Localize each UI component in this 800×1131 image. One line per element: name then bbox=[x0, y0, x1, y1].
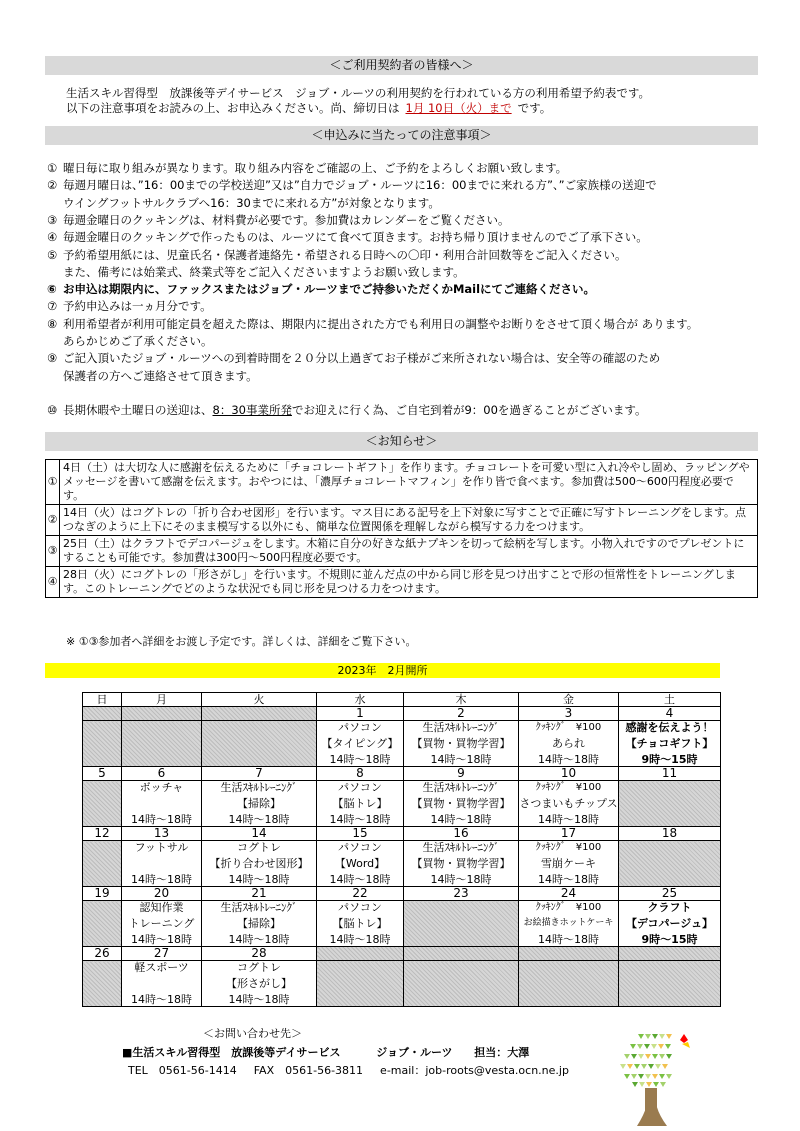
calendar-title: 2023年 2月開所 bbox=[45, 663, 720, 678]
day-number: 23 bbox=[404, 887, 519, 901]
event-detail: 【掃除】 bbox=[237, 797, 281, 810]
day-cell bbox=[83, 901, 122, 947]
note-text: 曜日毎に取り組みが異なります。取り組み内容をご確認の上、ご予約をよろしくお願い致します。 bbox=[63, 161, 568, 175]
day-cell bbox=[122, 901, 202, 947]
leaf-shape bbox=[644, 1044, 650, 1049]
day-cell bbox=[619, 841, 721, 887]
note-item-6 bbox=[47, 281, 595, 298]
day-number: 13 bbox=[122, 827, 202, 841]
day-cell bbox=[519, 961, 619, 1007]
day-cell bbox=[519, 721, 619, 767]
event-detail: 【脳トレ】 bbox=[332, 917, 388, 930]
day-number bbox=[202, 707, 317, 721]
leaf-shape bbox=[662, 1064, 668, 1069]
event-time: 14時～18時 bbox=[538, 753, 599, 766]
day-number: 25 bbox=[619, 887, 721, 901]
note-text: 利用希望者が利用可能定員を超えた際は、期限内に提出された方でも利用日の調整やお断りをさせて頂く場合が あります。 bbox=[63, 316, 699, 331]
day-cell bbox=[83, 841, 122, 887]
event-time: 14時～18時 bbox=[329, 813, 391, 826]
leaf-shape bbox=[651, 1044, 657, 1049]
leaf-shape bbox=[631, 1074, 637, 1079]
tree-logo-icon bbox=[612, 1026, 692, 1126]
leaf-shape bbox=[666, 1034, 672, 1039]
day-number: 14 bbox=[202, 827, 317, 841]
leaf-shape bbox=[627, 1064, 633, 1069]
day-number: 4 bbox=[619, 707, 721, 721]
day-cell bbox=[202, 901, 317, 947]
note-text: ウイングフットサルクラブへ16：30までに来れる方”が対象となります。 bbox=[63, 195, 440, 210]
intro-line-2-end: です。 bbox=[517, 101, 552, 115]
day-cell bbox=[122, 961, 202, 1007]
day-number: 16 bbox=[404, 827, 519, 841]
event-title: 生活ｽｷﾙﾄﾚｰﾆﾝｸﾞ bbox=[422, 721, 500, 734]
event-title: パソコン bbox=[338, 901, 382, 914]
note-text: ご記入頂いたジョブ・ルーツへの到着時間を２０分以上過ぎてお子様がご来所されない場合は、安全等の確認のため bbox=[63, 351, 661, 366]
news-row bbox=[46, 567, 758, 598]
day-cell bbox=[83, 781, 122, 827]
day-number: 24 bbox=[519, 887, 619, 901]
leaf-shape bbox=[646, 1082, 652, 1087]
event-detail: 【デコパージュ】 bbox=[625, 917, 714, 930]
day-cell bbox=[317, 961, 404, 1007]
weekday-header: 土 bbox=[619, 693, 721, 707]
event-title: ｸｯｷﾝｸﾞ ¥100 bbox=[535, 842, 602, 853]
event-title: パソコン bbox=[338, 841, 382, 854]
day-number bbox=[404, 947, 519, 961]
day-number bbox=[317, 947, 404, 961]
event-detail: お絵描きホットケーキ bbox=[523, 918, 614, 928]
leaf-shape bbox=[655, 1064, 661, 1069]
leaf-shape bbox=[666, 1054, 672, 1059]
leaf-shape bbox=[632, 1082, 638, 1087]
day-cell bbox=[619, 961, 721, 1007]
note-text: 毎週金曜日のクッキングで作ったものは、ルーツにて食べて頂きます。お持ち帰り頂けませんのでご了承下さい。 bbox=[63, 230, 648, 245]
event-title: 生活ｽｷﾙﾄﾚｰﾆﾝｸﾞ bbox=[220, 901, 298, 914]
event-title: パソコン bbox=[338, 721, 382, 734]
day-cell bbox=[202, 721, 317, 767]
note-number: ⑦ bbox=[47, 299, 58, 314]
event-time: 14時～18時 bbox=[430, 753, 492, 766]
day-cell bbox=[404, 721, 519, 767]
event-detail: トレーニング bbox=[128, 917, 195, 930]
event-time: 14時～18時 bbox=[228, 993, 290, 1006]
day-number: 28 bbox=[202, 947, 317, 961]
weekday-header: 水 bbox=[317, 693, 404, 707]
note-item-10 bbox=[47, 402, 646, 419]
news-number: ③ bbox=[46, 536, 60, 567]
event-title: 生活ｽｷﾙﾄﾚｰﾆﾝｸﾞ bbox=[220, 781, 298, 794]
note-text: あらかじめご了承ください。 bbox=[63, 334, 213, 348]
day-cell bbox=[202, 841, 317, 887]
day-cell bbox=[122, 721, 202, 767]
event-title: ｸｯｷﾝｸﾞ ¥100 bbox=[535, 902, 602, 913]
leaf-shape bbox=[645, 1054, 651, 1059]
day-number: 17 bbox=[519, 827, 619, 841]
day-number: 6 bbox=[122, 767, 202, 781]
note-number: ⑥ bbox=[47, 282, 57, 297]
contact-email: e-mail：job-roots@vesta.ocn.ne.jp bbox=[380, 1064, 569, 1077]
note-item-8 bbox=[47, 316, 698, 333]
event-detail: 【形さがし】 bbox=[226, 977, 292, 990]
event-time: 14時～18時 bbox=[430, 873, 492, 886]
day-number: 12 bbox=[83, 827, 122, 841]
day-cell bbox=[202, 781, 317, 827]
day-cell bbox=[619, 901, 721, 947]
contact-org bbox=[122, 1044, 529, 1060]
event-title: ｸｯｷﾝｸﾞ ¥100 bbox=[535, 782, 602, 793]
event-time: 14時～18時 bbox=[131, 873, 192, 886]
day-cell bbox=[519, 841, 619, 887]
day-cell bbox=[83, 961, 122, 1007]
note-text: 長期休暇や土曜日の送迎は、 bbox=[63, 403, 213, 417]
day-number: 26 bbox=[83, 947, 122, 961]
day-number: 2 bbox=[404, 707, 519, 721]
note-number: ⑨ bbox=[47, 351, 58, 366]
day-cell bbox=[317, 841, 404, 887]
day-cell bbox=[619, 781, 721, 827]
news-number: ② bbox=[46, 505, 60, 536]
day-number: 9 bbox=[404, 767, 519, 781]
contact-org-name: ■生活スキル習得型 放課後等デイサービス bbox=[122, 1046, 341, 1059]
weekday-header: 火 bbox=[202, 693, 317, 707]
leaf-shape bbox=[659, 1034, 665, 1039]
leaf-shape bbox=[630, 1044, 636, 1049]
event-time: 14時～18時 bbox=[228, 813, 290, 826]
day-number: 21 bbox=[202, 887, 317, 901]
leaf-shape bbox=[638, 1034, 644, 1039]
day-number bbox=[619, 947, 721, 961]
news-row bbox=[46, 460, 758, 505]
note-number: ③ bbox=[47, 212, 58, 227]
intro-line-2-text: 以下の注意事項をお読みの上、お申込みください。尚、締切日は bbox=[66, 101, 400, 115]
deadline-date: 1月 10日（火）まで bbox=[405, 101, 512, 115]
leaf-shape bbox=[638, 1074, 644, 1079]
leaf-shape bbox=[637, 1044, 643, 1049]
day-cell bbox=[122, 841, 202, 887]
contact-tel: TEL 0561-56-1414 bbox=[128, 1064, 237, 1077]
note-item-8-cont bbox=[47, 333, 213, 350]
event-time: 14時～18時 bbox=[538, 873, 599, 886]
news-text: 28日（火）にコグトレの「形さがし」を行います。不規則に並んだ点の中から同じ形を見つけ出すことで形の恒常性をトレーニングします。このトレーニングでどのような状況でも同じ形を見つける力をつけます。 bbox=[60, 567, 758, 598]
contact-numbers bbox=[128, 1062, 569, 1078]
contact-facility-name: ジョブ・ルーツ bbox=[376, 1046, 453, 1059]
day-number: 3 bbox=[519, 707, 619, 721]
leaf-shape bbox=[665, 1044, 671, 1049]
note-text: また、備考には始業式、終業式等をご記入くださいますようお願い致します。 bbox=[63, 264, 465, 279]
event-title: コグトレ bbox=[237, 961, 281, 974]
event-time: 14時～18時 bbox=[228, 873, 290, 886]
note-number: ⑤ bbox=[47, 247, 58, 262]
section-title-users: ＜ご利用契約者の皆様へ＞ bbox=[45, 56, 758, 75]
day-cell bbox=[317, 781, 404, 827]
news-text: 14日（火）はコグトレの「折り合わせ図形」を行います。マス目にある記号を上下対象に写すことで正確に写すトレーニングをします。点つなぎのように上下にそのまま模写する以外にも、簡単な位置関係を理解しながら模写する力をつけます。 bbox=[60, 505, 758, 536]
news-footnote: ※ ①③参加者へ詳細をお渡し予定です。詳しくは、詳細をご覧下さい。 bbox=[66, 635, 417, 648]
event-time: 14時～18時 bbox=[131, 993, 192, 1006]
weekday-header: 日 bbox=[83, 693, 122, 707]
leaf-shape bbox=[638, 1054, 644, 1059]
day-cell bbox=[317, 901, 404, 947]
note-item-2-cont bbox=[47, 195, 440, 212]
day-cell bbox=[404, 961, 519, 1007]
event-title: パソコン bbox=[338, 781, 382, 794]
note-text: 毎週金曜日のクッキングは、材料費が必要です。参加費はカレンダーをご覧ください。 bbox=[63, 212, 510, 227]
day-number bbox=[83, 707, 122, 721]
leaf-shape bbox=[624, 1054, 630, 1059]
day-number bbox=[122, 707, 202, 721]
day-cell bbox=[83, 721, 122, 767]
event-detail: 【脳トレ】 bbox=[332, 797, 388, 810]
weekday-header: 木 bbox=[404, 693, 519, 707]
leaf-shape bbox=[652, 1034, 658, 1039]
leaf-shape bbox=[645, 1034, 651, 1039]
note-text-underlined: 8：30事業所発 bbox=[212, 403, 292, 417]
event-title: 感謝を伝えよう！ bbox=[625, 721, 714, 734]
day-number bbox=[519, 947, 619, 961]
event-title: 軽スポーツ bbox=[134, 961, 189, 974]
note-number: ① bbox=[47, 161, 58, 175]
intro-line-2 bbox=[66, 100, 551, 117]
weekday-header: 金 bbox=[519, 693, 619, 707]
event-title: ボッチャ bbox=[139, 781, 184, 794]
leaf-shape bbox=[659, 1074, 665, 1079]
day-cell bbox=[404, 781, 519, 827]
event-detail: 【買物・買物学習】 bbox=[411, 857, 511, 870]
day-number: 11 bbox=[619, 767, 721, 781]
contact-title: ＜お問い合わせ先＞ bbox=[203, 1027, 302, 1040]
event-time: 14時～18時 bbox=[538, 933, 599, 946]
day-number: 8 bbox=[317, 767, 404, 781]
note-item-9-cont bbox=[47, 368, 258, 385]
event-title: 認知作業 bbox=[139, 901, 184, 914]
note-number: ⑩ bbox=[47, 403, 58, 417]
event-detail: 【タイピング】 bbox=[321, 737, 399, 750]
note-item-1 bbox=[47, 160, 567, 177]
day-cell bbox=[519, 781, 619, 827]
weekday-header: 月 bbox=[122, 693, 202, 707]
section-title-notes: ＜申込みに当たっての注意事項＞ bbox=[45, 126, 758, 145]
event-time: 14時～18時 bbox=[329, 753, 391, 766]
event-time: 14時～18時 bbox=[131, 813, 192, 826]
news-row bbox=[46, 505, 758, 536]
event-detail: あられ bbox=[552, 737, 585, 750]
day-number: 19 bbox=[83, 887, 122, 901]
event-title: フットサル bbox=[134, 841, 189, 854]
note-number: ⑧ bbox=[47, 316, 58, 331]
event-detail: 【折り合わせ図形】 bbox=[209, 857, 309, 870]
event-title: ｸｯｷﾝｸﾞ ¥100 bbox=[535, 722, 602, 733]
day-number: 20 bbox=[122, 887, 202, 901]
day-number: 7 bbox=[202, 767, 317, 781]
note-item-3 bbox=[47, 212, 509, 229]
note-number: ② bbox=[47, 178, 58, 193]
event-title: クラフト bbox=[647, 901, 692, 914]
event-time: 14時～18時 bbox=[228, 933, 290, 946]
note-text-end: でお迎えに行く為、ご自宅到着が9：00を過ぎることがございます。 bbox=[291, 403, 647, 417]
leaf-shape bbox=[660, 1082, 666, 1087]
note-item-9 bbox=[47, 350, 660, 367]
event-detail: 【Word】 bbox=[334, 857, 386, 870]
day-cell bbox=[404, 841, 519, 887]
section-title-news: ＜お知らせ＞ bbox=[45, 432, 758, 451]
day-number: 27 bbox=[122, 947, 202, 961]
event-time: 9時～15時 bbox=[641, 753, 698, 766]
event-title: コグトレ bbox=[237, 841, 281, 854]
day-cell bbox=[202, 961, 317, 1007]
note-item-5 bbox=[47, 247, 627, 264]
day-number: 1 bbox=[317, 707, 404, 721]
event-time: 14時～18時 bbox=[430, 813, 492, 826]
day-cell bbox=[122, 781, 202, 827]
note-text: お申込は期限内に、ファックスまたはジョブ・ルーツまでご持参いただくかMailにてご連絡ください。 bbox=[63, 282, 596, 297]
note-item-7 bbox=[47, 298, 212, 315]
leaf-shape bbox=[624, 1074, 630, 1079]
contact-staff: 担当：大澤 bbox=[474, 1046, 530, 1059]
leaf-shape bbox=[639, 1082, 645, 1087]
event-time: 14時～18時 bbox=[329, 933, 391, 946]
note-text: 予約申込みは一ヵ月分です。 bbox=[63, 299, 212, 314]
day-cell bbox=[404, 901, 519, 947]
event-time: 9時～15時 bbox=[641, 933, 698, 946]
leaf-shape bbox=[658, 1044, 664, 1049]
event-detail: さつまいもチップス bbox=[519, 797, 618, 810]
note-item-5-cont bbox=[47, 264, 465, 281]
day-number: 18 bbox=[619, 827, 721, 841]
news-text: 25日（土）はクラフトでデコパージュをします。木箱に自分の好きな紙ナプキンを切って絵柄を写します。小物入れですのでプレゼントにすることも可能です。参加費は300円～500円程度必要です。 bbox=[60, 536, 758, 567]
note-text: 毎週月曜日は、”16：00までの学校送迎”又は”自力でジョブ・ルーツに16：00までに来れる方”、”ご家族様の送迎で bbox=[63, 178, 657, 193]
news-number: ① bbox=[46, 460, 60, 505]
day-number: 15 bbox=[317, 827, 404, 841]
event-title: 生活ｽｷﾙﾄﾚｰﾆﾝｸﾞ bbox=[422, 781, 500, 794]
day-number: 10 bbox=[519, 767, 619, 781]
news-table bbox=[45, 459, 758, 598]
news-text: 4日（土）は大切な人に感謝を伝えるために「チョコレートギフト」を作ります。チョコレートを可愛い型に入れ冷やし固め、ラッピングやメッセージを書いて感謝を伝えます。おやつには、「濃厚チョコレートマフィン」を作り皆で食べます。参加費は500～600円程度必要です。 bbox=[60, 460, 758, 505]
event-detail: 【チョコギフト】 bbox=[625, 737, 714, 750]
event-time: 14時～18時 bbox=[329, 873, 391, 886]
news-row bbox=[46, 536, 758, 567]
leaf-shape bbox=[666, 1074, 672, 1079]
event-time: 14時～18時 bbox=[131, 933, 192, 946]
leaf-shape bbox=[634, 1064, 640, 1069]
note-number: ④ bbox=[47, 230, 58, 245]
calendar-table bbox=[82, 692, 721, 1007]
event-detail: 【掃除】 bbox=[237, 917, 281, 930]
leaf-shape bbox=[645, 1074, 651, 1079]
event-detail: 【買物・買物学習】 bbox=[411, 797, 511, 810]
day-cell bbox=[519, 901, 619, 947]
day-number: 5 bbox=[83, 767, 122, 781]
event-title: 生活ｽｷﾙﾄﾚｰﾆﾝｸﾞ bbox=[422, 841, 500, 854]
leaf-shape bbox=[653, 1082, 659, 1087]
note-item-2 bbox=[47, 177, 657, 194]
leaf-shape bbox=[652, 1054, 658, 1059]
contact-fax: FAX 0561-56-3811 bbox=[253, 1064, 364, 1077]
leaf-shape bbox=[620, 1064, 626, 1069]
leaf-shape bbox=[641, 1064, 647, 1069]
leaf-shape bbox=[631, 1054, 637, 1059]
intro-line-1: 生活スキル習得型 放課後等デイサービス ジョブ・ルーツの利用契約を行われている方の利用希望予約表です。 bbox=[66, 86, 650, 100]
news-number: ④ bbox=[46, 567, 60, 598]
day-cell bbox=[317, 721, 404, 767]
leaf-shape bbox=[652, 1074, 658, 1079]
event-detail: 【買物・買物学習】 bbox=[411, 737, 511, 750]
leaf-shape bbox=[648, 1064, 654, 1069]
event-time: 14時～18時 bbox=[538, 813, 599, 826]
day-cell bbox=[619, 721, 721, 767]
event-detail: 雪崩ケーキ bbox=[541, 857, 596, 870]
day-number: 22 bbox=[317, 887, 404, 901]
note-text: 予約希望用紙には、児童氏名・保護者連絡先・希望される日時への〇印・利用合計回数等をご記入ください。 bbox=[63, 247, 627, 262]
note-item-4 bbox=[47, 229, 648, 246]
note-text: 保護者の方へご連絡させて頂きます。 bbox=[63, 368, 258, 383]
leaf-shape bbox=[659, 1054, 665, 1059]
